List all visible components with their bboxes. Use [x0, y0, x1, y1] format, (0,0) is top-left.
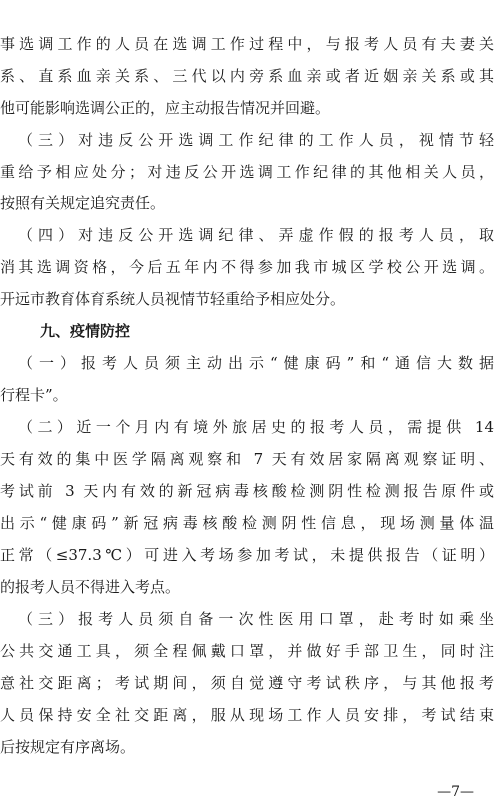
text-line-4: （三）对违反公开选调工作纪律的工作人员，视情节轻	[18, 131, 494, 149]
text-line-8: 消其选调资格，今后五年内不得参加我市城区学校公开选调。	[0, 258, 494, 276]
text-line-17: 正常（≤37.3℃）可进入考场参加考试，未提供报告（证明）	[0, 546, 494, 564]
text-line-14: 天有效的集中医学隔离观察和 7 天有效居家隔离观察证明、	[0, 450, 494, 468]
text-line-9: 开远市教育体育系统人员视情节轻重给予相应处分。	[0, 290, 346, 308]
text-line-23: 后按规定有序离场。	[0, 738, 136, 756]
text-line-2: 系、直系血亲关系、三代以内旁系血亲或者近姻亲关系或其	[0, 67, 494, 85]
page-number: —7—	[437, 784, 474, 800]
text-line-16: 出示“健康码”新冠病毒核酸检测阴性信息，现场测量体温	[0, 514, 494, 532]
text-line-18: 的报考人员不得进入考点。	[0, 578, 181, 596]
text-line-19: （三）报考人员须自备一次性医用口罩，赴考时如乘坐	[18, 610, 494, 628]
text-line-3: 他可能影响选调公正的，应主动报告情况并回避。	[0, 99, 331, 117]
text-line-6: 按照有关规定追究责任。	[0, 194, 166, 212]
text-line-15: 考试前 3 天内有效的新冠病毒核酸检测阴性检测报告原件或	[0, 482, 494, 500]
text-line-12: 行程卡”。	[0, 386, 68, 404]
text-line-22: 人员保持安全社交距离，服从现场工作人员安排，考试结束	[0, 706, 494, 724]
text-line-1: 事选调工作的人员在选调工作过程中，与报考人员有夫妻关	[0, 35, 494, 53]
text-line-20: 公共交通工具，须全程佩戴口罩，并做好手部卫生，同时注	[0, 642, 494, 660]
section-heading: 九、疫情防控	[40, 322, 131, 340]
text-line-7: （四）对违反公开选调纪律、弄虚作假的报考人员，取	[18, 226, 494, 244]
text-line-11: （一）报考人员须主动出示“健康码”和“通信大数据	[18, 354, 494, 372]
text-line-5: 重给予相应处分；对违反公开选调工作纪律的其他相关人员，	[0, 163, 494, 181]
text-line-13: （二）近一个月内有境外旅居史的报考人员，需提供 14	[18, 418, 494, 436]
text-line-21: 意社交距离；考试期间，须自觉遵守考试秩序，与其他报考	[0, 674, 494, 692]
